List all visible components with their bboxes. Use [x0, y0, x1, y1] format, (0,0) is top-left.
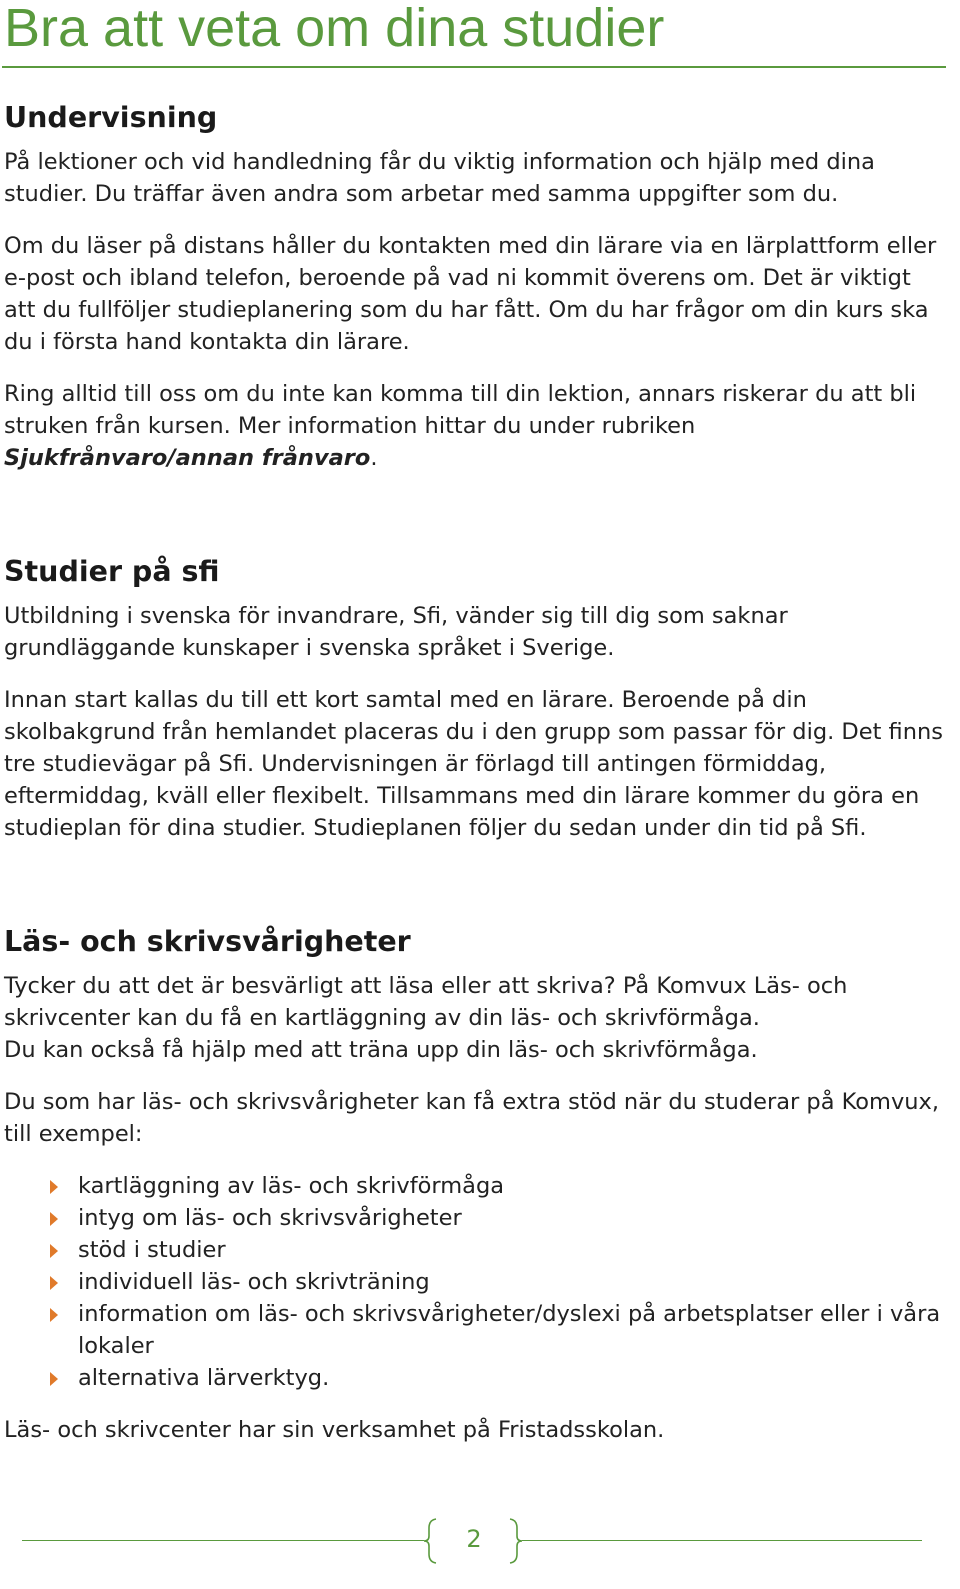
paragraph-text: Ring alltid till oss om du inte kan komma till din lektion, annars riskerar du att bli struken från kursen. Mer information hittar du under rubriken	[4, 381, 917, 439]
paragraph: Du kan också få hjälp med att träna upp din läs- och skrivförmåga.	[4, 1037, 758, 1063]
section-undervisning	[4, 98, 949, 474]
paragraph: Utbildning i svenska för invandrare, Sfi, vänder sig till dig som saknar grundläggande kunskaper i svenska språket i Sverige.	[4, 603, 788, 661]
page-title: Bra att veta om dina studier	[4, 0, 665, 58]
arrow-right-icon	[50, 1244, 58, 1258]
list-item-text: intyg om läs- och skrivsvårigheter	[78, 1205, 462, 1231]
support-list	[4, 1170, 949, 1394]
paragraph: Innan start kallas du till ett kort samtal med en lärare. Beroende på din skolbakgrund från hemlandet placeras du i den grupp som passar för dig. Det finns tre studievägar på Sfi. Undervisningen är förlagd till antingen förmiddag, eftermiddag, kväll eller flexibelt. Tillsammans med din lärare kommer du göra en studieplan för dina studier. Studieplanen följer du sedan under din tid på Sfi.	[4, 687, 943, 841]
arrow-right-icon	[50, 1372, 58, 1386]
section-heading-sfi: Studier på sfi	[4, 555, 220, 588]
list-item-text: individuell läs- och skrivträning	[78, 1269, 430, 1295]
section-heading-las-och-skriv: Läs- och skrivsvårigheter	[4, 925, 411, 958]
paragraph: Tycker du att det är besvärligt att läsa eller att skriva? På Komvux Läs- och skrivcenter kan du få en kartläggning av din läs- och skrivförmåga.	[4, 973, 848, 1031]
right-brace-icon	[506, 1516, 526, 1566]
paragraph: På lektioner och vid handledning får du viktig information och hjälp med dina studier. Du träffar även andra som arbetar med samma uppgifter som du.	[4, 149, 875, 207]
footer-rule-right	[522, 1540, 922, 1541]
list-item	[4, 1234, 949, 1266]
footer-rule-left	[22, 1540, 424, 1541]
list-item	[4, 1362, 949, 1394]
arrow-right-icon	[50, 1276, 58, 1290]
section-heading-undervisning: Undervisning	[4, 101, 218, 134]
section-reference: Sjukfrånvaro/annan frånvaro	[4, 445, 371, 471]
list-item	[4, 1266, 949, 1298]
paragraph-lead: Du som har läs- och skrivsvårigheter kan få extra stöd när du studerar på Komvux, till exempel:	[4, 1089, 939, 1147]
left-brace-icon	[420, 1516, 440, 1566]
page-number: 2	[466, 1525, 482, 1553]
list-item-text: kartläggning av läs- och skrivförmåga	[78, 1173, 505, 1199]
paragraph-closing: Läs- och skrivcenter har sin verksamhet på Fristadsskolan.	[4, 1417, 665, 1443]
list-item	[4, 1202, 949, 1234]
section-studier-pa-sfi	[4, 552, 949, 844]
arrow-right-icon	[50, 1308, 58, 1322]
list-item	[4, 1298, 949, 1362]
arrow-right-icon	[50, 1180, 58, 1194]
list-item-text: stöd i studier	[78, 1237, 226, 1263]
page-footer	[0, 1516, 960, 1566]
paragraph-text: .	[370, 445, 378, 471]
section-las-och-skrivsvarigheter	[4, 922, 949, 1446]
paragraph-absence-reference	[4, 378, 949, 474]
arrow-right-icon	[50, 1212, 58, 1226]
list-item-text: information om läs- och skrivsvårigheter/dyslexi på arbetsplatser eller i våra lokaler	[78, 1301, 941, 1359]
title-divider	[2, 66, 946, 68]
document-body	[4, 98, 949, 1446]
paragraph: Om du läser på distans håller du kontakten med din lärare via en lärplattform eller e-post och ibland telefon, beroende på vad ni kommit överens om. Det är viktigt att du fullföljer studieplanering som du har fått. Om du har frågor om din kurs ska du i första hand kontakta din lärare.	[4, 233, 937, 355]
list-item-text: alternativa lärverktyg.	[78, 1365, 330, 1391]
list-item	[4, 1170, 949, 1202]
